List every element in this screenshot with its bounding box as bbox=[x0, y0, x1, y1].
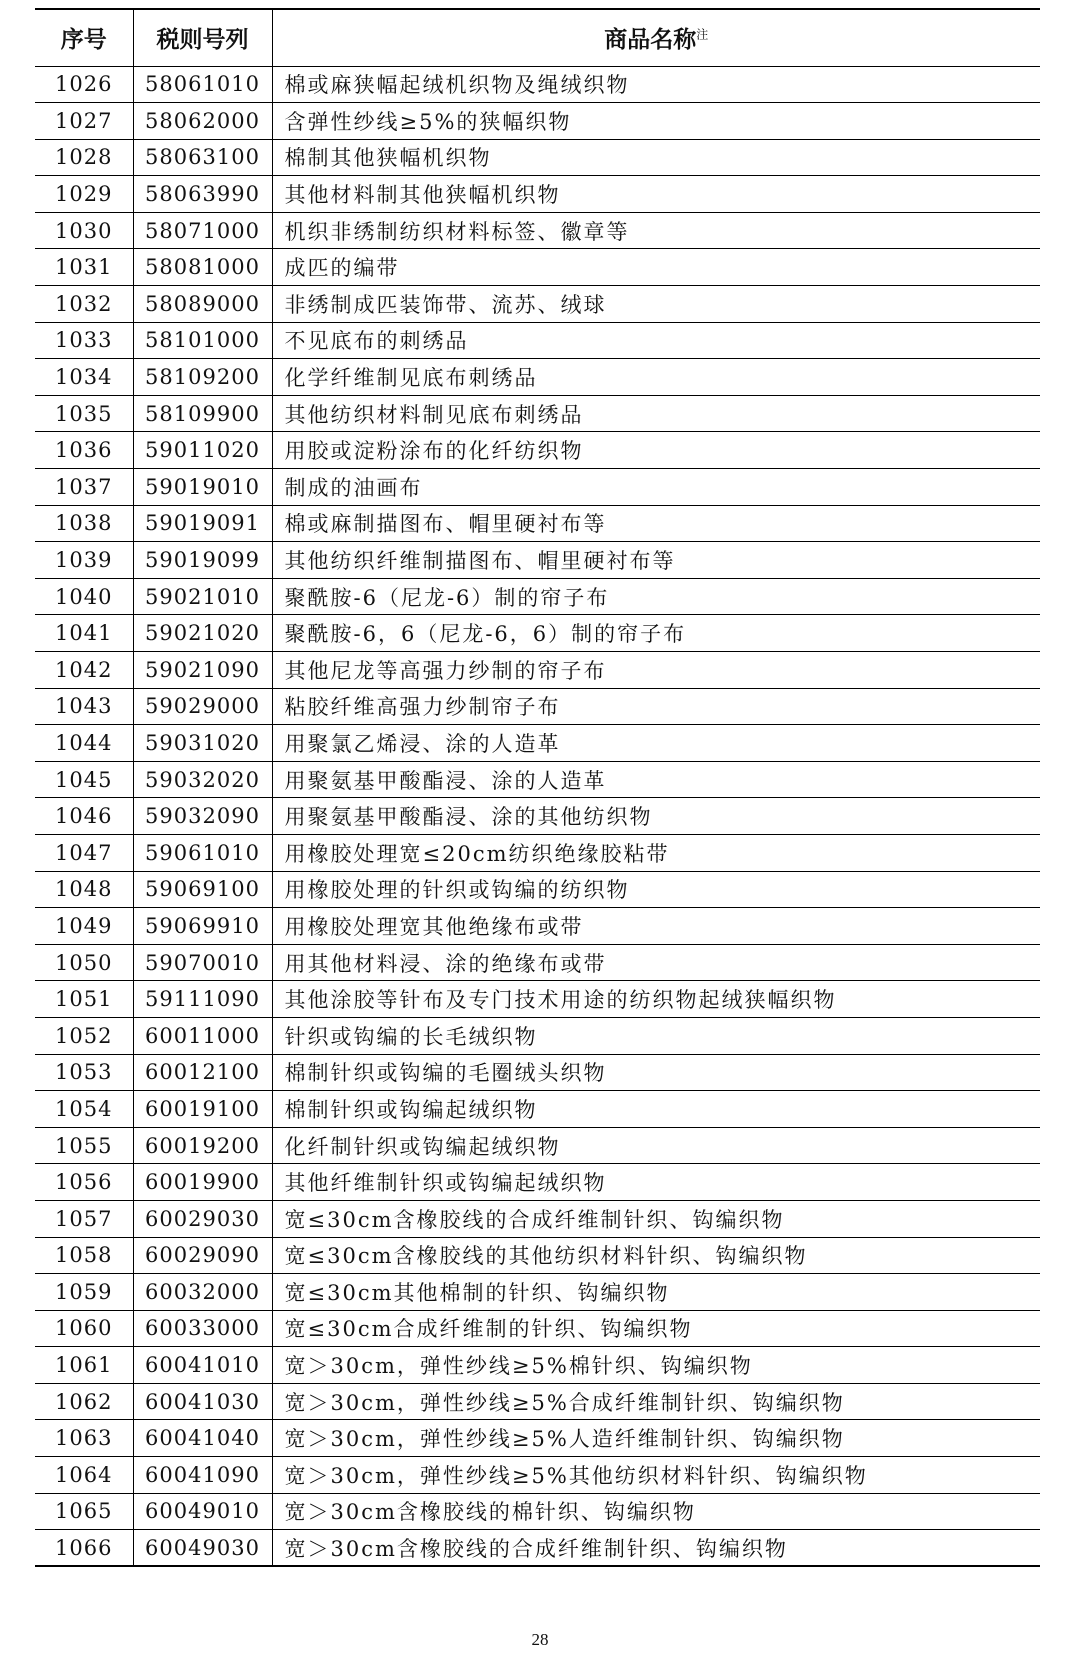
table-row bbox=[35, 1200, 1040, 1237]
row-product-name: 不见底布的刺绣品 bbox=[272, 322, 1040, 359]
row-seq: 1049 bbox=[35, 908, 133, 945]
row-tariff-code: 58109900 bbox=[133, 395, 272, 432]
table-row bbox=[35, 542, 1040, 579]
table-row bbox=[35, 725, 1040, 762]
row-tariff-code: 60019900 bbox=[133, 1164, 272, 1201]
row-tariff-code: 60032000 bbox=[133, 1274, 272, 1311]
row-seq: 1038 bbox=[35, 505, 133, 542]
row-product-name: 化学纤维制见底布刺绣品 bbox=[272, 359, 1040, 396]
row-seq: 1059 bbox=[35, 1274, 133, 1311]
row-product-name: 非绣制成匹装饰带、流苏、绒球 bbox=[272, 286, 1040, 323]
row-product-name: 其他纤维制针织或钩编起绒织物 bbox=[272, 1164, 1040, 1201]
row-product-name: 用其他材料浸、涂的绝缘布或带 bbox=[272, 944, 1040, 981]
row-product-name: 棉或麻狭幅起绒机织物及绳绒织物 bbox=[272, 66, 1040, 103]
row-tariff-code: 58089000 bbox=[133, 286, 272, 323]
row-product-name: 含弹性纱线≥5%的狭幅织物 bbox=[272, 103, 1040, 140]
row-tariff-code: 60019200 bbox=[133, 1127, 272, 1164]
row-tariff-code: 59069910 bbox=[133, 908, 272, 945]
row-seq: 1051 bbox=[35, 981, 133, 1018]
row-tariff-code: 59032020 bbox=[133, 761, 272, 798]
table-row bbox=[35, 981, 1040, 1018]
table-row bbox=[35, 1310, 1040, 1347]
row-product-name: 用聚氨基甲酸酯浸、涂的其他纺织物 bbox=[272, 798, 1040, 835]
row-seq: 1048 bbox=[35, 871, 133, 908]
row-product-name: 宽＞30cm含橡胶线的棉针织、钩编织物 bbox=[272, 1493, 1040, 1530]
row-product-name: 棉制其他狭幅机织物 bbox=[272, 139, 1040, 176]
table-row bbox=[35, 578, 1040, 615]
row-product-name: 宽≤30cm含橡胶线的其他纺织材料针织、钩编织物 bbox=[272, 1237, 1040, 1274]
row-product-name: 成匹的编带 bbox=[272, 249, 1040, 286]
table-body bbox=[35, 66, 1040, 1566]
row-seq: 1052 bbox=[35, 1017, 133, 1054]
row-tariff-code: 60011000 bbox=[133, 1017, 272, 1054]
table-row bbox=[35, 908, 1040, 945]
row-tariff-code: 60033000 bbox=[133, 1310, 272, 1347]
row-tariff-code: 60049030 bbox=[133, 1530, 272, 1567]
row-seq: 1036 bbox=[35, 432, 133, 469]
row-seq: 1056 bbox=[35, 1164, 133, 1201]
row-seq: 1054 bbox=[35, 1091, 133, 1128]
row-tariff-code: 58109200 bbox=[133, 359, 272, 396]
table-row bbox=[35, 103, 1040, 140]
row-seq: 1045 bbox=[35, 761, 133, 798]
row-seq: 1061 bbox=[35, 1347, 133, 1384]
table-row bbox=[35, 1347, 1040, 1384]
page-number: 28 bbox=[531, 1630, 549, 1649]
row-product-name: 针织或钩编的长毛绒织物 bbox=[272, 1017, 1040, 1054]
row-product-name: 聚酰胺-6（尼龙-6）制的帘子布 bbox=[272, 578, 1040, 615]
row-seq: 1026 bbox=[35, 66, 133, 103]
table-row bbox=[35, 212, 1040, 249]
table-row bbox=[35, 1127, 1040, 1164]
table-row bbox=[35, 1017, 1040, 1054]
row-product-name: 用橡胶处理宽≤20cm纺织绝缘胶粘带 bbox=[272, 834, 1040, 871]
row-seq: 1066 bbox=[35, 1530, 133, 1567]
row-product-name: 棉制针织或钩编的毛圈绒头织物 bbox=[272, 1054, 1040, 1091]
table-row bbox=[35, 1164, 1040, 1201]
row-product-name: 宽＞30cm，弹性纱线≥5%人造纤维制针织、钩编织物 bbox=[272, 1420, 1040, 1457]
row-seq: 1032 bbox=[35, 286, 133, 323]
row-seq: 1046 bbox=[35, 798, 133, 835]
table-row bbox=[35, 469, 1040, 506]
table-row bbox=[35, 798, 1040, 835]
table-row bbox=[35, 944, 1040, 981]
table-row bbox=[35, 322, 1040, 359]
row-tariff-code: 58071000 bbox=[133, 212, 272, 249]
row-product-name: 宽＞30cm，弹性纱线≥5%其他纺织材料针织、钩编织物 bbox=[272, 1457, 1040, 1494]
row-product-name: 棉制针织或钩编起绒织物 bbox=[272, 1091, 1040, 1128]
row-tariff-code: 60041090 bbox=[133, 1457, 272, 1494]
row-product-name: 机织非绣制纺织材料标签、徽章等 bbox=[272, 212, 1040, 249]
row-seq: 1044 bbox=[35, 725, 133, 762]
row-product-name: 用橡胶处理的针织或钩编的纺织物 bbox=[272, 871, 1040, 908]
row-tariff-code: 60041040 bbox=[133, 1420, 272, 1457]
row-product-name: 其他涂胶等针布及专门技术用途的纺织物起绒狭幅织物 bbox=[272, 981, 1040, 1018]
table-row bbox=[35, 652, 1040, 689]
row-product-name: 化纤制针织或钩编起绒织物 bbox=[272, 1127, 1040, 1164]
row-seq: 1040 bbox=[35, 578, 133, 615]
row-seq: 1053 bbox=[35, 1054, 133, 1091]
row-product-name: 聚酰胺-6，6（尼龙-6，6）制的帘子布 bbox=[272, 615, 1040, 652]
row-product-name: 制成的油画布 bbox=[272, 469, 1040, 506]
table-row bbox=[35, 1383, 1040, 1420]
row-tariff-code: 58061010 bbox=[133, 66, 272, 103]
row-seq: 1063 bbox=[35, 1420, 133, 1457]
row-tariff-code: 59069100 bbox=[133, 871, 272, 908]
row-product-name: 棉或麻制描图布、帽里硬衬布等 bbox=[272, 505, 1040, 542]
table-header bbox=[35, 9, 1040, 66]
row-seq: 1028 bbox=[35, 139, 133, 176]
table-row bbox=[35, 688, 1040, 725]
row-tariff-code: 58063100 bbox=[133, 139, 272, 176]
row-product-name: 宽＞30cm，弹性纱线≥5%合成纤维制针织、钩编织物 bbox=[272, 1383, 1040, 1420]
row-seq: 1033 bbox=[35, 322, 133, 359]
row-seq: 1029 bbox=[35, 176, 133, 213]
table-row bbox=[35, 139, 1040, 176]
table-row bbox=[35, 615, 1040, 652]
row-tariff-code: 60049010 bbox=[133, 1493, 272, 1530]
row-tariff-code: 59061010 bbox=[133, 834, 272, 871]
row-seq: 1031 bbox=[35, 249, 133, 286]
row-tariff-code: 59019099 bbox=[133, 542, 272, 579]
row-tariff-code: 59029000 bbox=[133, 688, 272, 725]
row-tariff-code: 59021010 bbox=[133, 578, 272, 615]
header-product-name bbox=[272, 9, 1040, 66]
row-tariff-code: 58063990 bbox=[133, 176, 272, 213]
row-tariff-code: 59070010 bbox=[133, 944, 272, 981]
row-tariff-code: 59111090 bbox=[133, 981, 272, 1018]
table-row bbox=[35, 1420, 1040, 1457]
row-seq: 1034 bbox=[35, 359, 133, 396]
row-tariff-code: 59032090 bbox=[133, 798, 272, 835]
table-row bbox=[35, 1054, 1040, 1091]
table-row bbox=[35, 1091, 1040, 1128]
row-tariff-code: 59021090 bbox=[133, 652, 272, 689]
row-tariff-code: 60041030 bbox=[133, 1383, 272, 1420]
row-product-name: 用橡胶处理宽其他绝缘布或带 bbox=[272, 908, 1040, 945]
table-row bbox=[35, 395, 1040, 432]
row-tariff-code: 59011020 bbox=[133, 432, 272, 469]
row-seq: 1030 bbox=[35, 212, 133, 249]
row-seq: 1065 bbox=[35, 1493, 133, 1530]
row-tariff-code: 59019091 bbox=[133, 505, 272, 542]
row-product-name: 其他材料制其他狭幅机织物 bbox=[272, 176, 1040, 213]
row-seq: 1037 bbox=[35, 469, 133, 506]
header-row bbox=[35, 9, 1040, 66]
table-row bbox=[35, 249, 1040, 286]
table-row bbox=[35, 871, 1040, 908]
row-product-name: 宽≤30cm其他棉制的针织、钩编织物 bbox=[272, 1274, 1040, 1311]
row-tariff-code: 60041010 bbox=[133, 1347, 272, 1384]
row-seq: 1042 bbox=[35, 652, 133, 689]
row-product-name: 其他尼龙等高强力纱制的帘子布 bbox=[272, 652, 1040, 689]
header-seq: 序号 bbox=[35, 9, 133, 66]
row-product-name: 宽≤30cm合成纤维制的针织、钩编织物 bbox=[272, 1310, 1040, 1347]
row-seq: 1043 bbox=[35, 688, 133, 725]
row-tariff-code: 60029090 bbox=[133, 1237, 272, 1274]
table-row bbox=[35, 66, 1040, 103]
row-product-name: 其他纺织材料制见底布刺绣品 bbox=[272, 395, 1040, 432]
table-row bbox=[35, 834, 1040, 871]
row-tariff-code: 58101000 bbox=[133, 322, 272, 359]
row-product-name: 用胶或淀粉涂布的化纤纺织物 bbox=[272, 432, 1040, 469]
row-seq: 1057 bbox=[35, 1200, 133, 1237]
row-seq: 1041 bbox=[35, 615, 133, 652]
table-row bbox=[35, 1457, 1040, 1494]
row-product-name: 用聚氯乙烯浸、涂的人造革 bbox=[272, 725, 1040, 762]
table-row bbox=[35, 1274, 1040, 1311]
table-row bbox=[35, 1237, 1040, 1274]
header-product-name-label: 商品名称 bbox=[604, 27, 697, 54]
row-product-name: 宽＞30cm，弹性纱线≥5%棉针织、钩编织物 bbox=[272, 1347, 1040, 1384]
row-tariff-code: 58081000 bbox=[133, 249, 272, 286]
table-row bbox=[35, 761, 1040, 798]
header-note-marker: 注 bbox=[696, 27, 709, 42]
row-seq: 1050 bbox=[35, 944, 133, 981]
header-tariff-code: 税则号列 bbox=[133, 9, 272, 66]
row-product-name: 宽＞30cm含橡胶线的合成纤维制针织、钩编织物 bbox=[272, 1530, 1040, 1567]
row-product-name: 用聚氨基甲酸酯浸、涂的人造革 bbox=[272, 761, 1040, 798]
table-row bbox=[35, 359, 1040, 396]
table-row bbox=[35, 286, 1040, 323]
row-tariff-code: 60019100 bbox=[133, 1091, 272, 1128]
row-product-name: 宽≤30cm含橡胶线的合成纤维制针织、钩编织物 bbox=[272, 1200, 1040, 1237]
table-row bbox=[35, 1493, 1040, 1530]
row-seq: 1027 bbox=[35, 103, 133, 140]
table-row bbox=[35, 1530, 1040, 1567]
tariff-table bbox=[35, 8, 1040, 1567]
table-row bbox=[35, 176, 1040, 213]
row-seq: 1055 bbox=[35, 1127, 133, 1164]
row-tariff-code: 59021020 bbox=[133, 615, 272, 652]
table-row bbox=[35, 432, 1040, 469]
row-product-name: 粘胶纤维高强力纱制帘子布 bbox=[272, 688, 1040, 725]
row-seq: 1064 bbox=[35, 1457, 133, 1494]
row-seq: 1035 bbox=[35, 395, 133, 432]
row-tariff-code: 59031020 bbox=[133, 725, 272, 762]
row-seq: 1039 bbox=[35, 542, 133, 579]
row-tariff-code: 60029030 bbox=[133, 1200, 272, 1237]
table-row bbox=[35, 505, 1040, 542]
row-seq: 1060 bbox=[35, 1310, 133, 1347]
row-tariff-code: 59019010 bbox=[133, 469, 272, 506]
row-seq: 1058 bbox=[35, 1237, 133, 1274]
row-seq: 1062 bbox=[35, 1383, 133, 1420]
row-tariff-code: 58062000 bbox=[133, 103, 272, 140]
row-tariff-code: 60012100 bbox=[133, 1054, 272, 1091]
row-product-name: 其他纺织纤维制描图布、帽里硬衬布等 bbox=[272, 542, 1040, 579]
row-seq: 1047 bbox=[35, 834, 133, 871]
